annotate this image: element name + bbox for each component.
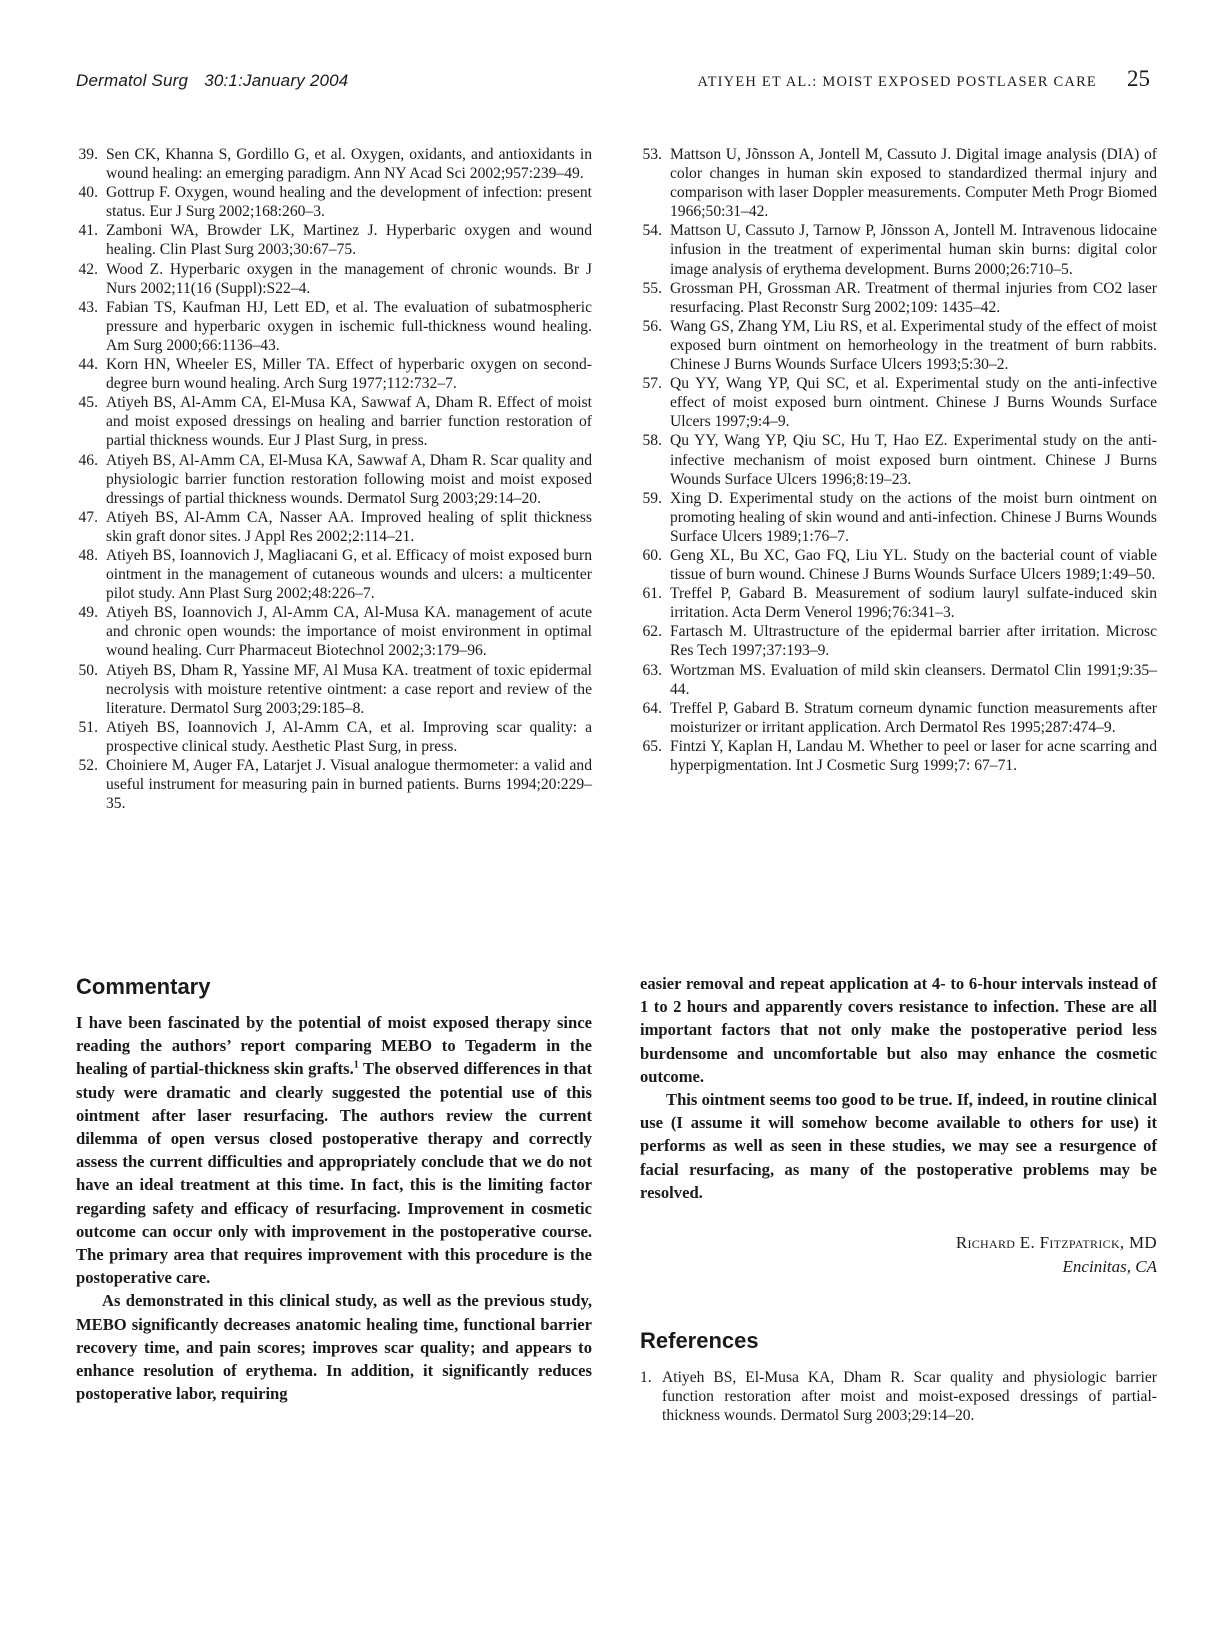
- reference-item: [640, 661, 1157, 699]
- reference-text: Geng XL, Bu XC, Gao FQ, Liu YL. Study on the bacterial count of viable tissue of burn wound. Chinese J Burns Wounds Surface Ulcers 1989;1:49–50.: [670, 546, 1157, 584]
- commentary-text: The observed differences in that study were dramatic and clearly suggested the potential use of this ointment after laser resurfacing. The authors review the current dilemma of open versus closed postoperative therapy and correctly assess the current difficulties and appropriately conclude that we do not have an ideal treatment at this time. In fact, this is the limiting factor regarding safety and efficacy of resurfacing. Improvement in cosmetic outcome can occur only with improvement in the postoperative course. The primary area that requires improvement with this procedure is the postoperative care.: [76, 1059, 592, 1288]
- commentary-paragraph: easier removal and repeat application at 4- to 6-hour intervals instead of 1 to 2 hours and apparently covers resistance to infection. These are all important factors that not only make the postoperative period less burdensome and uncomfortable but also may enhance the cosmetic outcome.: [640, 974, 1157, 1086]
- reference-number: 1.: [640, 1369, 652, 1386]
- reference-item: [76, 718, 592, 756]
- reference-list-left: [76, 145, 592, 813]
- reference-number: 40.: [78, 184, 98, 202]
- page-number: 25: [1127, 66, 1150, 91]
- commentary-paragraph: This ointment seems too good to be true. If, indeed, in routine clinical use (I assume it will somehow become available to others for use) it performs as well as seen in these studies, we may see a resurgence of facial resurfacing, as many of the postoperative problems may be resolved.: [640, 1090, 1157, 1202]
- reference-item: [76, 546, 592, 603]
- reference-number: 65.: [642, 737, 662, 755]
- reference-text: Wang GS, Zhang YM, Liu RS, et al. Experimental study of the effect of moist exposed burn ointment on hemorheology in the treatment of burn rabbits. Chinese J Burns Wounds Surface Ulcers 1993;5:30–2.: [670, 317, 1157, 374]
- reference-text: Fintzi Y, Kaplan H, Landau M. Whether to peel or laser for acne scarring and hyperpigmentation. Int J Cosmetic Surg 1999;7: 67–71.: [670, 737, 1157, 774]
- reference-text: Qu YY, Wang YP, Qui SC, et al. Experimental study on the anti-infective effect of moist exposed burn ointment. Chinese J Burns Wounds Surface Ulcers 1997;9:4–9.: [670, 375, 1157, 431]
- reference-number: 39.: [78, 146, 98, 163]
- author-location: Encinitas, CA: [1062, 1257, 1157, 1276]
- reference-item: [76, 298, 592, 355]
- reference-number: 63.: [642, 661, 662, 679]
- reference-number: 58.: [642, 432, 662, 450]
- commentary-continued: [640, 972, 1157, 1204]
- reference-number: 45.: [78, 394, 98, 412]
- reference-item: [76, 603, 592, 660]
- reference-number: 60.: [642, 546, 662, 564]
- reference-number: 52.: [78, 757, 98, 774]
- citation-superscript: 1: [353, 1059, 359, 1071]
- reference-item: [640, 374, 1157, 431]
- reference-text: Wood Z. Hyperbaric oxygen in the management of chronic wounds. Br J Nurs 2002;11(16 (Suppl):S22–4.: [106, 260, 592, 297]
- reference-number: 42.: [78, 260, 98, 278]
- reference-text: Atiyeh BS, Al-Amm CA, El-Musa KA, Sawwaf A, Dham R. Effect of moist and moist exposed dressings on healing and barrier function restoration of partial thickness wounds. Eur J Plast Surg, in press.: [106, 394, 592, 450]
- commentary-paragraph: [76, 1011, 592, 1289]
- reference-number: 55.: [642, 279, 662, 297]
- commentary-reference-list: [640, 1368, 1157, 1425]
- reference-number: 56.: [642, 317, 662, 335]
- reference-text: Atiyeh BS, Ioannovich J, Magliacani G, et al. Efficacy of moist exposed burn ointment in the management of cutaneous wounds and ulcers: a multicenter pilot study. Ann Plast Surg 2002;48:226–7.: [106, 546, 592, 603]
- reference-text: Mattson U, Jõnsson A, Jontell M, Cassuto J. Digital image analysis (DIA) of color changes in human skin exposed to standardized thermal injury and comparison with laser Doppler measurements. Computer Meth Progr Biomed 1966;50:31–42.: [670, 146, 1157, 221]
- reference-number: 47.: [78, 508, 98, 526]
- reference-item: [76, 260, 592, 298]
- reference-text: Treffel P, Gabard B. Measurement of sodium lauryl sulfate-induced skin irritation. Acta Derm Venerol 1996;76:341–3.: [670, 585, 1157, 622]
- reference-item: [76, 661, 592, 718]
- reference-number: 49.: [78, 604, 98, 622]
- reference-item: [76, 145, 592, 183]
- reference-number: 51.: [78, 718, 98, 736]
- reference-item: [640, 584, 1157, 622]
- reference-text: Fartasch M. Ultrastructure of the epidermal barrier after irritation. Microsc Res Tech 1997;37:193–9.: [670, 623, 1157, 660]
- reference-item: [640, 221, 1157, 278]
- reference-text: Atiyeh BS, Al-Amm CA, El-Musa KA, Sawwaf A, Dham R. Scar quality and physiologic barrier function restoration following moist and moist exposed dressings of partial thickness wounds. Dermatol Surg 2003;29:14–20.: [106, 451, 592, 507]
- commentary-text: I have been fascinated by the potential of moist exposed therapy since reading the authors’ report comparing MEBO to Tegaderm in the healing of partial-thickness skin grafts.: [76, 1013, 592, 1079]
- journal-citation: [76, 71, 348, 91]
- reference-number: 44.: [78, 356, 98, 374]
- reference-text: Mattson U, Cassuto J, Tarnow P, Jõnsson A, Jontell M. Intravenous lidocaine infusion in the treatment of experimental human skin burns: digital color image analysis of erythema development. Burns 2000;26:710–5.: [670, 222, 1157, 278]
- reference-number: 41.: [78, 222, 98, 240]
- journal-name: Dermatol Surg: [76, 71, 189, 90]
- reference-number: 62.: [642, 623, 662, 641]
- commentary-paragraph: As demonstrated in this clinical study, as well as the previous study, MEBO significantly decreases anatomic healing time, functional barrier recovery time, and pain scores; improves scar quality; and appears to enhance resolution of erythema. In addition, it significantly reduces postoperative labor, requiring: [76, 1291, 592, 1404]
- reference-item: [640, 431, 1157, 488]
- reference-number: 61.: [642, 585, 662, 603]
- reference-item: [640, 317, 1157, 374]
- references-heading: References: [640, 1328, 759, 1353]
- reference-text: Gottrup F. Oxygen, wound healing and the development of infection: present status. Eur J Surg 2002;168:260–3.: [106, 184, 592, 221]
- reference-item: [76, 451, 592, 508]
- running-title: ATIYEH ET AL.: MOIST EXPOSED POSTLASER CARE: [697, 74, 1097, 90]
- reference-number: 50.: [78, 661, 98, 679]
- reference-text: Xing D. Experimental study on the actions of the moist burn ointment on promoting healing of skin wound and anti-infection. Chinese J Burns Wounds Surface Ulcers 1989;1:76–7.: [670, 489, 1157, 545]
- reference-number: 46.: [78, 451, 98, 469]
- author-signature: [956, 1231, 1157, 1279]
- author-name: Richard E. Fitzpatrick, MD: [955, 1233, 1157, 1252]
- reference-item: [640, 737, 1157, 775]
- reference-item: [640, 699, 1157, 737]
- reference-number: 59.: [642, 489, 662, 507]
- reference-text: Korn HN, Wheeler ES, Miller TA. Effect of hyperbaric oxygen on second-degree burn wound healing. Arch Surg 1977;112:732–7.: [106, 356, 592, 393]
- page-header-right: [698, 66, 1151, 92]
- reference-text: Atiyeh BS, Ioannovich J, Al-Amm CA, Al-Musa KA. management of acute and chronic open wounds: the importance of moist environment in optimal wound healing. Curr Pharmaceut Biotechnol 2002;3:179–96.: [106, 604, 592, 660]
- journal-issue: 30:1:January 2004: [204, 71, 349, 90]
- reference-text: Atiyeh BS, El-Musa KA, Dham R. Scar quality and physiologic barrier function restoration after moist and moist-exposed dressings of partial-thickness wounds. Dermatol Surg 2003;29:14–20.: [662, 1369, 1157, 1425]
- reference-text: Fabian TS, Kaufman HJ, Lett ED, et al. The evaluation of subatmospheric pressure and hyperbaric oxygen in ischemic full-thickness wound healing. Am Surg 2000;66:1136–43.: [106, 298, 592, 354]
- reference-list-right: [640, 145, 1157, 775]
- reference-item: [640, 279, 1157, 317]
- commentary-heading: Commentary: [76, 974, 211, 999]
- reference-text: Zamboni WA, Browder LK, Martinez J. Hyperbaric oxygen and wound healing. Clin Plast Surg 2003;30:67–75.: [106, 222, 592, 259]
- reference-text: Wortzman MS. Evaluation of mild skin cleansers. Dermatol Clin 1991;9:35–44.: [670, 661, 1157, 698]
- reference-text: Atiyeh BS, Al-Amm CA, Nasser AA. Improved healing of split thickness skin graft donor sites. J Appl Res 2002;2:114–21.: [106, 508, 592, 545]
- reference-item: [76, 221, 592, 259]
- reference-number: 53.: [642, 146, 662, 163]
- reference-item: [640, 546, 1157, 584]
- commentary-body: [76, 1011, 592, 1405]
- reference-number: 48.: [78, 546, 98, 564]
- reference-item: [76, 183, 592, 221]
- reference-text: Choiniere M, Auger FA, Latarjet J. Visual analogue thermometer: a valid and useful instrument for measuring pain in burned patients. Burns 1994;20:229–35.: [106, 757, 592, 813]
- reference-item: [640, 145, 1157, 221]
- reference-text: Qu YY, Wang YP, Qiu SC, Hu T, Hao EZ. Experimental study on the anti-infective mechanism of moist exposed burn ointment. Chinese J Burns Wounds Surface Ulcers 1996;8:19–23.: [670, 432, 1157, 488]
- reference-number: 64.: [642, 699, 662, 717]
- reference-item: [640, 1368, 1157, 1425]
- reference-text: Grossman PH, Grossman AR. Treatment of thermal injuries from CO2 laser resurfacing. Plast Reconstr Surg 2002;109: 1435–42.: [670, 279, 1157, 316]
- reference-item: [76, 393, 592, 450]
- reference-text: Atiyeh BS, Dham R, Yassine MF, Al Musa KA. treatment of toxic epidermal necrolysis with moisture retentive ointment: a case report and review of the literature. Dermatol Surg 2003;29:185–8.: [106, 661, 592, 717]
- reference-number: 57.: [642, 375, 662, 393]
- reference-number: 54.: [642, 222, 662, 240]
- reference-text: Sen CK, Khanna S, Gordillo G, et al. Oxygen, oxidants, and antioxidants in wound healing: an emerging paradigm. Ann NY Acad Sci 2002;957:239–49.: [106, 146, 592, 183]
- reference-item: [640, 489, 1157, 546]
- reference-text: Treffel P, Gabard B. Stratum corneum dynamic function measurements after moisturizer or irritant application. Arch Dermatol Res 1995;287:474–9.: [670, 699, 1157, 736]
- reference-item: [640, 622, 1157, 660]
- reference-number: 43.: [78, 298, 98, 316]
- reference-item: [76, 508, 592, 546]
- reference-text: Atiyeh BS, Ioannovich J, Al-Amm CA, et al. Improving scar quality: a prospective clinical study. Aesthetic Plast Surg, in press.: [106, 718, 592, 755]
- reference-item: [76, 756, 592, 813]
- reference-item: [76, 355, 592, 393]
